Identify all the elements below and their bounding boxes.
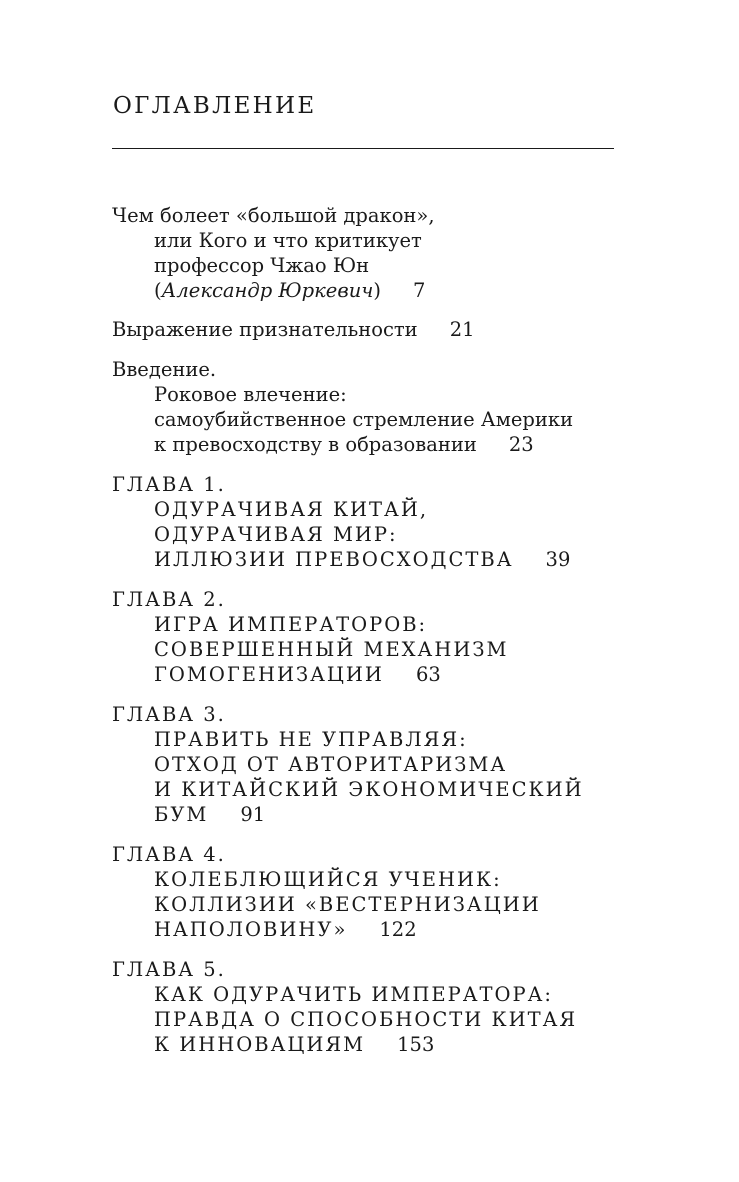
- toc-entry-title-line: КАК ОДУРАЧИТЬ ИМПЕРАТОРА:: [154, 983, 553, 1006]
- toc-entry-title-line: ПРАВДА О СПОСОБНОСТИ КИТАЯ: [154, 1008, 578, 1031]
- toc-entry-chapter-5[interactable]: [112, 957, 672, 1057]
- toc-entry-title-text: к превосходству в образовании: [154, 433, 477, 456]
- toc-entry-title-line: [112, 917, 672, 942]
- toc-entry-title-text: К ИННОВАЦИЯМ: [154, 1033, 366, 1056]
- toc-entry-title-line: или Кого и что критикует: [154, 229, 422, 252]
- toc-chapter-label: ГЛАВА 3.: [112, 703, 226, 726]
- toc-entry-title-line: самоубийственное стремление Америки: [154, 408, 574, 431]
- toc-entry-foreword[interactable]: [112, 203, 672, 303]
- toc-entry-page-number: 21: [449, 318, 475, 341]
- toc-entry-title-line: ОДУРАЧИВАЯ КИТАЙ,: [154, 498, 429, 521]
- toc-chapter-label: ГЛАВА 4.: [112, 843, 226, 866]
- toc-entry-title-text: ГОМОГЕНИЗАЦИИ: [154, 663, 384, 686]
- title-divider: [112, 148, 614, 149]
- toc-entry-title-line: Чем болеет «большой дракон»,: [112, 204, 435, 227]
- toc-entry-introduction[interactable]: [112, 357, 672, 457]
- toc-entry-title-line: ИГРА ИМПЕРАТОРОВ:: [154, 613, 428, 636]
- toc-entry-title-line: [112, 432, 672, 457]
- table-of-contents: [112, 203, 672, 1057]
- toc-entry-title-text: БУМ: [154, 803, 209, 826]
- page-title: ОГЛАВЛЕНИЕ: [113, 93, 317, 119]
- toc-entry-title-line: КОЛЕБЛЮЩИЙСЯ УЧЕНИК:: [154, 868, 502, 891]
- toc-entry-title-line: ПРАВИТЬ НЕ УПРАВЛЯЯ:: [154, 728, 468, 751]
- toc-entry-title-line: [112, 802, 672, 827]
- toc-entry-chapter-2[interactable]: [112, 587, 672, 687]
- toc-entry-chapter-1[interactable]: [112, 472, 672, 572]
- toc-entry-title-line: [112, 1032, 672, 1057]
- toc-entry-title-line: [112, 662, 672, 687]
- toc-entry-page-number: 91: [240, 803, 266, 826]
- toc-entry-author: Александр Юркевич: [161, 279, 374, 302]
- toc-entry-title-line: ОТХОД ОТ АВТОРИТАРИЗМА: [154, 753, 508, 776]
- toc-entry-title-line: профессор Чжао Юн: [154, 254, 370, 277]
- toc-entry-chapter-4[interactable]: [112, 842, 672, 942]
- toc-entry-page-number: 153: [397, 1033, 435, 1056]
- toc-entry-page-number: 23: [508, 433, 534, 456]
- author-open-paren: (: [154, 279, 162, 302]
- toc-entry-title-line: И КИТАЙСКИЙ ЭКОНОМИЧЕСКИЙ: [154, 778, 584, 801]
- author-close-paren: ): [373, 279, 381, 302]
- toc-entry-title-line: [112, 547, 672, 572]
- toc-entry-title-text: Выражение признательности: [112, 318, 418, 341]
- toc-entry-title-line: Введение.: [112, 358, 217, 381]
- toc-entry-title-line: КОЛЛИЗИИ «ВЕСТЕРНИЗАЦИИ: [154, 893, 541, 916]
- toc-chapter-label: ГЛАВА 1.: [112, 473, 226, 496]
- toc-entry-title-text: НАПОЛОВИНУ»: [154, 918, 348, 941]
- toc-entry-page-number: 7: [413, 279, 426, 302]
- toc-chapter-label: ГЛАВА 5.: [112, 958, 226, 981]
- toc-entry-acknowledgements[interactable]: [112, 317, 672, 342]
- toc-entry-title-line: СОВЕРШЕННЫЙ МЕХАНИЗМ: [154, 638, 509, 661]
- toc-entry-chapter-3[interactable]: [112, 702, 672, 827]
- toc-entry-title-text: ИЛЛЮЗИИ ПРЕВОСХОДСТВА: [154, 548, 514, 571]
- toc-entry-title-line: ОДУРАЧИВАЯ МИР:: [154, 523, 398, 546]
- toc-entry-author-line: [112, 278, 672, 303]
- toc-entry-title-line: [112, 317, 672, 342]
- toc-entry-page-number: 122: [379, 918, 417, 941]
- toc-chapter-label: ГЛАВА 2.: [112, 588, 226, 611]
- toc-entry-title-line: Роковое влечение:: [154, 383, 347, 406]
- toc-entry-page-number: 39: [545, 548, 571, 571]
- toc-entry-page-number: 63: [415, 663, 441, 686]
